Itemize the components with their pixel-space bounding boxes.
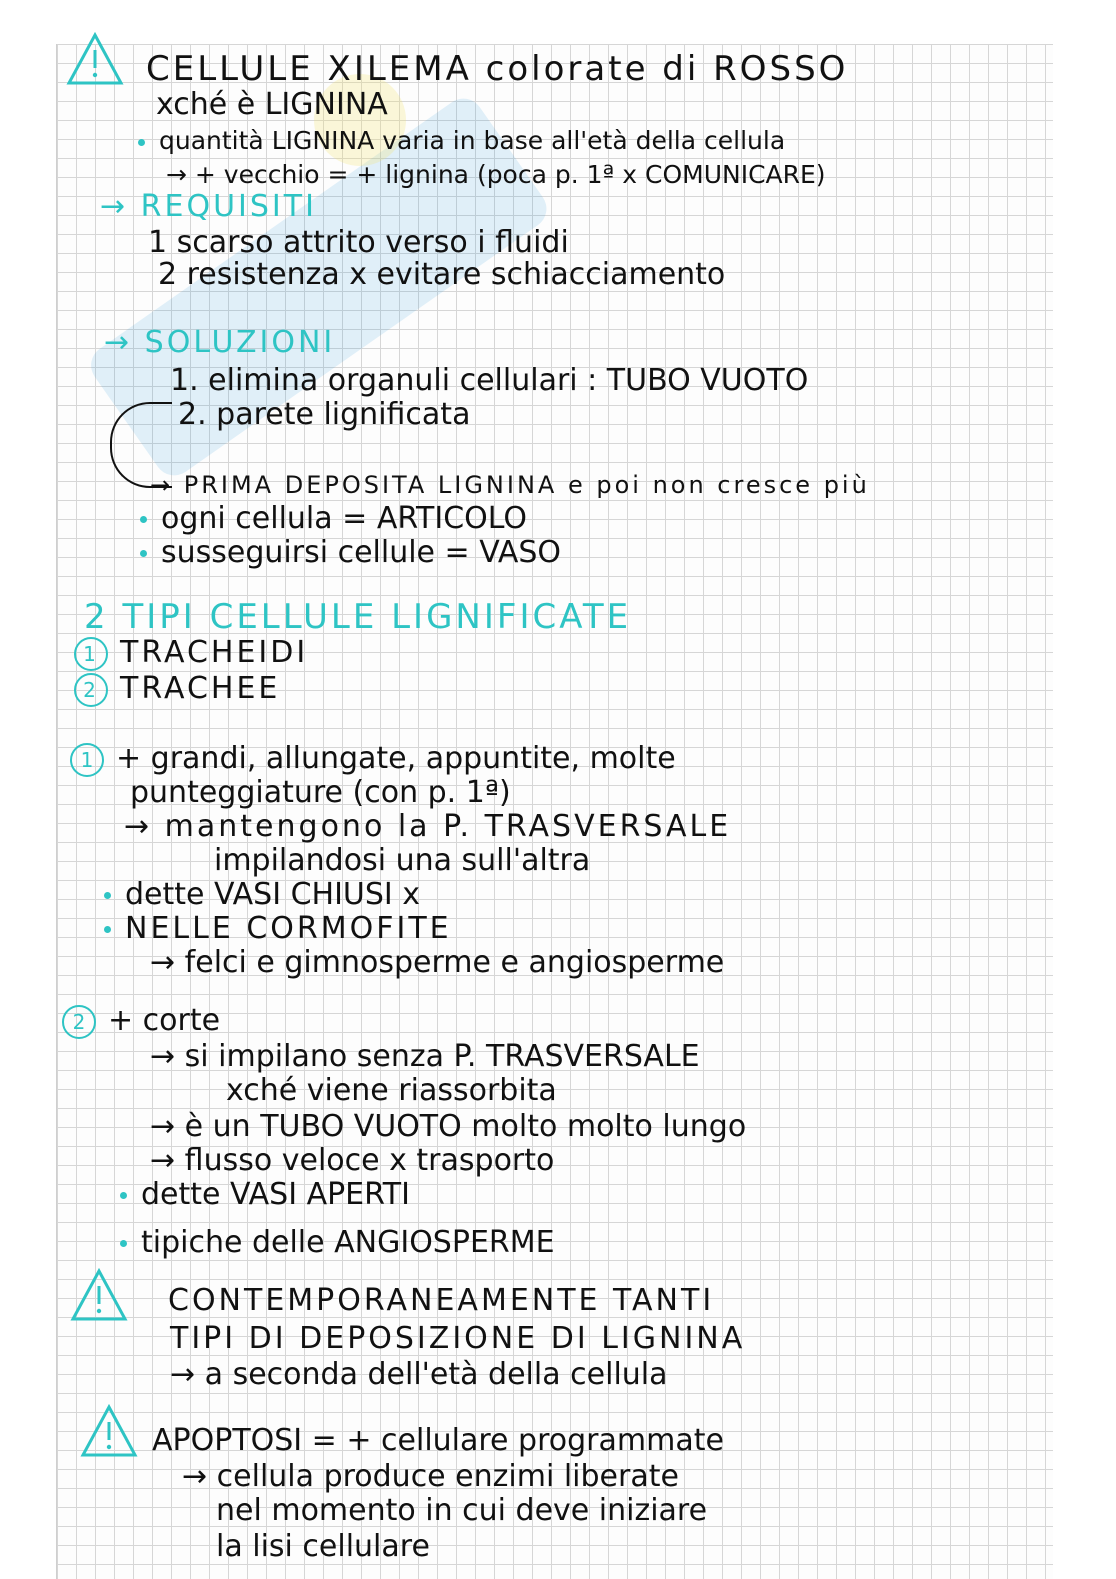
section-heading: 2 TIPI CELLULE LIGNIFICATE xyxy=(84,597,632,637)
note-line: → PRIMA DEPOSITA LIGNINA e poi non cresce più xyxy=(150,471,870,499)
note-line: tipiche delle ANGIOSPERME xyxy=(120,1226,555,1260)
note-line: → mantengono la P. TRASVERSALE xyxy=(124,809,732,844)
note-line: → flusso veloce x trasporto xyxy=(150,1143,555,1178)
note-line: 1. elimina organuli cellulari : TUBO VUOTO xyxy=(170,363,809,398)
warning-icon xyxy=(70,1268,128,1322)
bullet xyxy=(138,139,145,146)
note-line: → cellula produce enzimi liberate xyxy=(182,1459,679,1494)
bullet xyxy=(104,926,111,933)
bullet xyxy=(140,516,147,523)
number-marker: 2 xyxy=(62,1005,96,1039)
note-line: dette VASI CHIUSI x xyxy=(104,878,420,912)
section-heading: → SOLUZIONI xyxy=(104,325,336,360)
note-line: → si impilano senza P. TRASVERSALE xyxy=(150,1039,700,1074)
note-line: 2. parete lignificata xyxy=(178,397,471,432)
note-line: CELLULE XILEMA colorate di ROSSO xyxy=(146,49,849,89)
note-line: TIPI DI DEPOSIZIONE DI LIGNINA xyxy=(170,1321,746,1356)
section-heading: → REQUISITI xyxy=(100,189,317,224)
note-line: xché viene riassorbita xyxy=(226,1073,557,1108)
list-item: 2 TRACHEE xyxy=(74,672,280,707)
note-line: xché è LIGNINA xyxy=(156,87,388,122)
note-line: nel momento in cui deve iniziare xyxy=(216,1493,708,1528)
note-line: → è un TUBO VUOTO molto molto lungo xyxy=(150,1109,747,1144)
note-line: quantità LIGNINA varia in base all'età della cellula xyxy=(138,124,785,158)
note-line: 1 scarso attrito verso i fluidi xyxy=(148,225,569,260)
bullet xyxy=(104,892,111,899)
warning-icon xyxy=(80,1404,138,1458)
bullet xyxy=(120,1240,127,1247)
warning-icon xyxy=(66,32,124,86)
note-line: impilandosi una sull'altra xyxy=(214,843,591,878)
note-line: → felci e gimnosperme e angiosperme xyxy=(150,945,725,980)
bullet xyxy=(140,550,147,557)
list-item: 2 + corte xyxy=(62,1004,220,1039)
note-line: la lisi cellulare xyxy=(216,1529,430,1564)
note-line: 2 resistenza x evitare schiacciamento xyxy=(158,257,726,292)
note-line: CONTEMPORANEAMENTE TANTI xyxy=(168,1283,715,1318)
list-item: 1 + grandi, allungate, appuntite, molte xyxy=(70,742,676,777)
list-item: 1 TRACHEIDI xyxy=(74,636,308,671)
note-line: dette VASI APERTI xyxy=(120,1178,410,1212)
note-line: NELLE CORMOFITE xyxy=(104,912,452,946)
number-marker: 1 xyxy=(70,743,104,777)
number-marker: 1 xyxy=(74,637,108,671)
note-line: susseguirsi cellule = VASO xyxy=(140,536,561,570)
note-line: ogni cellula = ARTICOLO xyxy=(140,502,527,536)
number-marker: 2 xyxy=(74,673,108,707)
note-line: → + vecchio = + lignina (poca p. 1ª x COMUNICARE) xyxy=(166,160,826,189)
note-line: punteggiature (con p. 1ª) xyxy=(130,775,511,810)
note-line: → a seconda dell'età della cellula xyxy=(170,1357,668,1392)
note-line: APOPTOSI = + cellulare programmate xyxy=(152,1423,724,1458)
bullet xyxy=(120,1192,127,1199)
